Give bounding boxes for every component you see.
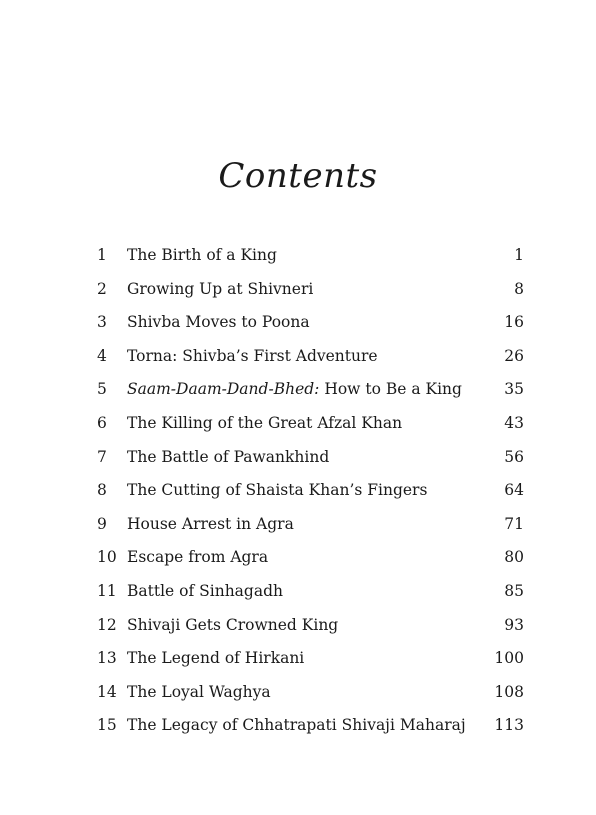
chapter-number: 12 — [97, 615, 117, 634]
page-number: 43 — [504, 413, 524, 432]
chapter-title: Shivaji Gets Crowned King — [127, 615, 339, 634]
chapter-number: 1 — [97, 246, 107, 264]
chapter-number: 5 — [97, 380, 107, 399]
page-number: 64 — [504, 481, 524, 500]
chapter-title: Saam-Daam-Dand-Bhed: How to Be a King — [127, 380, 462, 399]
toc-row-12[interactable] — [97, 611, 524, 645]
page-number: 80 — [504, 548, 524, 567]
page-number: 26 — [504, 346, 524, 365]
toc-row-9[interactable] — [97, 510, 524, 544]
chapter-title: The Killing of the Great Afzal Khan — [127, 413, 403, 432]
toc-row-2[interactable] — [97, 275, 524, 309]
chapter-number: 11 — [97, 581, 117, 600]
chapter-title: The Birth of a King — [127, 246, 277, 264]
chapter-number: 2 — [97, 279, 107, 298]
page-number: 16 — [504, 313, 524, 332]
toc-row-6[interactable] — [97, 409, 524, 443]
table-of-contents — [97, 241, 524, 745]
chapter-number: 3 — [97, 313, 107, 332]
page-number: 35 — [504, 380, 524, 399]
chapter-title-italic: Saam-Daam-Dand-Bhed: — [127, 380, 320, 399]
chapter-title: Escape from Agra — [127, 548, 269, 567]
page-number: 71 — [504, 514, 524, 533]
chapter-title: Growing Up at Shivneri — [127, 279, 314, 298]
chapter-number: 13 — [97, 649, 117, 668]
chapter-title: Shivba Moves to Poona — [127, 313, 310, 332]
toc-row-14[interactable] — [97, 678, 524, 712]
toc-row-5[interactable] — [97, 375, 524, 409]
page-number: 108 — [494, 682, 524, 701]
chapter-number: 9 — [97, 514, 107, 533]
page-number: 85 — [504, 581, 524, 600]
page-number: 113 — [494, 716, 524, 735]
toc-row-4[interactable] — [97, 342, 524, 376]
chapter-title: Torna: Shivba’s First Adventure — [127, 346, 378, 365]
chapter-number: 6 — [97, 413, 107, 432]
chapter-title: The Legend of Hirkani — [127, 649, 305, 668]
chapter-number: 10 — [97, 548, 117, 567]
toc-row-8[interactable] — [97, 476, 524, 510]
page-title: Contents — [218, 156, 378, 196]
chapter-number: 7 — [97, 447, 107, 466]
toc-row-13[interactable] — [97, 644, 524, 678]
page-number: 93 — [504, 615, 524, 634]
chapter-number: 14 — [97, 682, 117, 701]
chapter-title: House Arrest in Agra — [127, 514, 294, 533]
chapter-title: The Cutting of Shaista Khan’s Fingers — [127, 481, 428, 500]
chapter-title: The Battle of Pawankhind — [127, 447, 330, 466]
toc-row-1[interactable] — [97, 241, 524, 275]
page-number: 8 — [514, 279, 524, 298]
toc-row-11[interactable] — [97, 577, 524, 611]
chapter-title: Battle of Sinhagadh — [127, 581, 283, 600]
toc-row-10[interactable] — [97, 543, 524, 577]
toc-row-3[interactable] — [97, 308, 524, 342]
chapter-number: 15 — [97, 716, 117, 735]
page-number: 56 — [504, 447, 524, 466]
chapter-title: The Legacy of Chhatrapati Shivaji Maharaj — [127, 716, 466, 735]
page-number: 100 — [494, 649, 524, 668]
toc-row-15[interactable] — [97, 711, 524, 745]
chapter-title: The Loyal Waghya — [127, 682, 271, 701]
page-number: 1 — [514, 246, 524, 264]
toc-row-7[interactable] — [97, 443, 524, 477]
chapter-number: 4 — [97, 346, 107, 365]
chapter-number: 8 — [97, 481, 107, 500]
